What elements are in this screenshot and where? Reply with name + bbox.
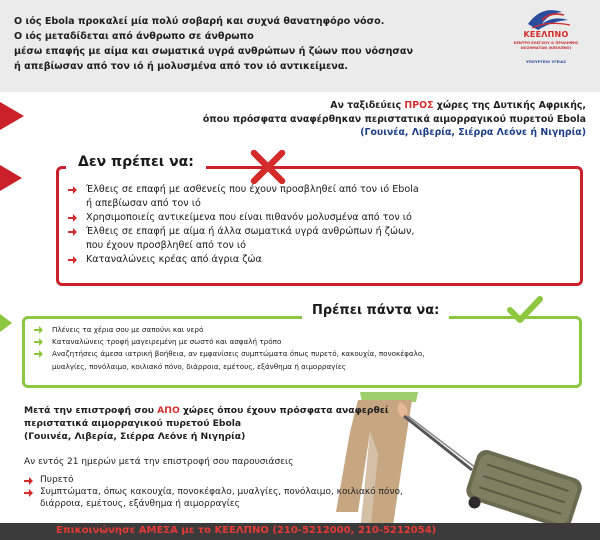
intro-text: χώρες της Δυτικής Αφρικής, <box>433 100 586 111</box>
list-item <box>66 211 566 225</box>
keelpno-logo <box>498 4 594 70</box>
red-arrow-icon <box>68 256 77 264</box>
list-item-text: που έχουν προσβληθεί από τον ιό <box>86 240 247 251</box>
logo-name: ΚΕΕΛΠΝΟ <box>523 30 569 39</box>
header-line: Ο ιός Ebola προκαλεί μία πολύ σοβαρή και συχνά θανατηφόρο νόσο. <box>14 16 385 27</box>
list-item-text: ή απεβίωσαν από τον ιό <box>86 198 201 209</box>
green-arrow-icon <box>34 350 43 358</box>
header-line: Ο ιός μεταδίδεται από άνθρωπο σε άνθρωπο <box>14 31 254 42</box>
list-item <box>30 324 575 336</box>
red-triangle-icon <box>0 165 22 191</box>
list-item-cont <box>66 197 566 211</box>
must-title: Πρέπει πάντα να: <box>302 301 449 320</box>
list-item-text: Καταναλώνεις κρέας από άγρια ζώα <box>86 254 262 265</box>
list-item-cont <box>24 499 564 511</box>
footer-bar <box>0 523 600 540</box>
bird-logo-icon <box>498 4 594 32</box>
list-item-text: Έλθεις σε επαφή με ασθενείς που έχουν προσβληθεί από τον ιό Ebola <box>86 184 419 195</box>
check-icon <box>506 295 544 325</box>
list-item-text: Συμπτώματα, όπως κακουχία, πονοκέφαλο, μυαλγίες, πονόλαιμο, κοιλιακό πόνο, <box>40 486 403 497</box>
list-item-cont <box>30 361 575 373</box>
list-item <box>24 475 564 487</box>
return-highlight: ΑΠΟ <box>157 405 180 416</box>
return-line-1 <box>24 404 544 417</box>
list-item-text: Έλθεις σε επαφή με αίμα ή άλλα σωματικά υγρά ανθρώπων ή ζώων, <box>86 226 415 237</box>
header-line: μέσω επαφής με αίμα και σωματικά υγρά ανθρώπων ή ζώων που νόσησαν <box>14 46 413 57</box>
cross-icon <box>250 150 286 184</box>
dont-list <box>66 183 566 267</box>
return-text-part: Μετά την επιστροφή σου <box>24 405 158 416</box>
list-item-text: Χρησιμοποιείς αντικείμενα που είναι πιθανόν μολυσμένα από τον ιό <box>86 212 412 223</box>
header-line: ή απεβίωσαν από τον ιό ή μολυσμένα από τον ιό αντικείμενα. <box>14 61 349 72</box>
red-arrow-icon <box>24 489 33 497</box>
list-item-text: μυαλγίες, πονόλαιμο, κοιλιακό πόνο, διάρροια, εμέτους, εξάνθημα ή αιμορραγίες <box>52 361 346 371</box>
intro-line-2: όπου πρόσφατα αναφέρθηκαν περιστατικά αιμορραγικού πυρετού Ebola <box>202 113 586 125</box>
return-line-2: περιστατικά αιμορραγικού πυρετού Ebola <box>24 418 242 430</box>
green-arrow-icon <box>34 338 43 346</box>
must-list <box>30 324 575 373</box>
green-arrow-icon <box>34 326 43 334</box>
list-item-text: Πυρετό <box>40 475 74 485</box>
intro-line-3: (Γουινέα, Λιβερία, Σιέρρα Λεόνε ή Νιγηρία) <box>360 127 586 139</box>
list-item-text: Καταναλώνεις τροφή μαγειρεμένη με σωστό και ασφαλή τρόπο <box>52 337 282 347</box>
red-arrow-icon <box>68 214 77 222</box>
logo-subtitle: ΚΕΝΤΡΟ ΕΛΕΓΧΟΥ & ΠΡΟΛΗΨΗΣ ΝΟΣΗΜΑΤΩΝ (ΚΕΕΛΠΝΟ) <box>513 41 579 50</box>
list-item <box>24 487 564 499</box>
dont-title: Δεν πρέπει να: <box>66 152 206 172</box>
header-banner <box>0 0 600 92</box>
intro-text: Αν ταξιδεύεις <box>330 100 405 111</box>
list-item <box>30 348 575 360</box>
travel-intro <box>46 99 586 140</box>
list-item <box>30 336 575 348</box>
list-item <box>66 183 566 197</box>
symptom-list <box>24 475 564 510</box>
list-item-text: Πλένεις τα χέρια σου με σαπούνι και νερό <box>52 325 204 334</box>
red-triangle-icon <box>0 102 24 130</box>
list-item-cont <box>66 239 566 253</box>
list-item-text: Αναζητήσεις άμεσα ιατρική βοήθεια, αν εμφανίσεις συμπτώματα όπως πυρετό, κακουχία, πονοκέφαλο, <box>52 349 425 359</box>
symptom-lead: Αν εντός 21 ημερών μετά την επιστροφή σου παρουσιάσεις <box>24 457 294 467</box>
green-triangle-icon <box>0 314 12 332</box>
return-text <box>24 404 544 444</box>
list-item <box>66 225 566 239</box>
red-arrow-icon <box>68 186 77 194</box>
red-arrow-icon <box>24 477 33 485</box>
list-item-text: διάρροια, εμέτους, εξάνθημα ή αιμορραγίες <box>40 498 240 509</box>
intro-highlight: ΠΡΟΣ <box>404 100 434 111</box>
return-text-part: χώρες όπου έχουν πρόσφατα αναφερθεί <box>179 405 389 416</box>
intro-line-1 <box>46 99 586 113</box>
red-arrow-icon <box>68 228 77 236</box>
logo-tagline: ΥΠΟΥΡΓΕΙΟ ΥΓΕΙΑΣ <box>525 59 567 64</box>
return-line-3: (Γουινέα, Λιβερία, Σιέρρα Λεόνε ή Νιγηρία) <box>24 431 246 443</box>
footer-contact-text: Επικοινώνησε ΑΜΕΣΑ με το ΚΕΕΛΠΝΟ (210-5212000, 210-5212054) <box>56 525 437 536</box>
list-item <box>66 253 566 267</box>
header-text <box>14 14 484 74</box>
